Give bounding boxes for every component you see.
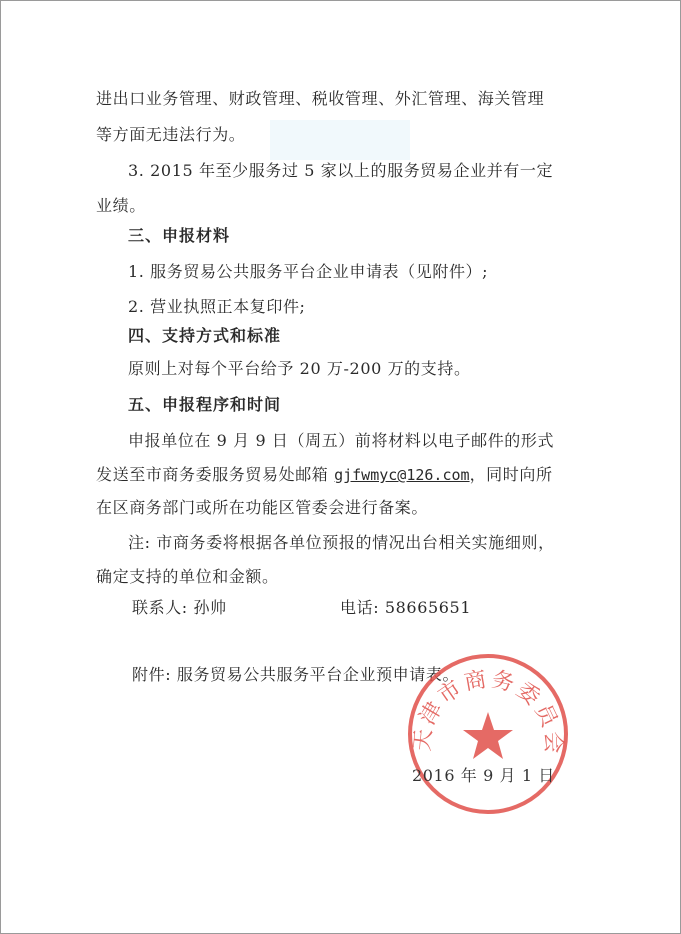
contact-person: 联系人: 孙帅: [132, 598, 227, 617]
body-line-2: 等方面无违法行为。: [96, 125, 246, 144]
section-heading-3: 三、申报材料: [128, 226, 231, 245]
body-line-3: 3. 2015 年至少服务过 5 家以上的服务贸易企业并有一定: [128, 161, 554, 180]
material-item-1: 1. 服务贸易公共服务平台企业申请表（见附件）;: [128, 262, 489, 281]
section-heading-5: 五、申报程序和时间: [128, 395, 282, 414]
support-standard-text: 原则上对每个平台给予 20 万-200 万的支持。: [128, 359, 471, 378]
note-line-2: 确定支持的单位和金额。: [96, 567, 279, 586]
attachment-note: 附件: 服务贸易公共服务平台企业预申请表。: [132, 665, 460, 684]
scan-artifact: [270, 120, 410, 160]
contact-phone: 电话: 58665651: [340, 598, 472, 617]
body-line-1: 进出口业务管理、财政管理、税收管理、外汇管理、海关管理: [96, 89, 545, 108]
email-link[interactable]: gjfwmyc@126.com: [334, 466, 470, 484]
material-item-2: 2. 营业执照正本复印件;: [128, 297, 306, 316]
section-heading-4: 四、支持方式和标准: [128, 326, 282, 345]
procedure-line-2: [96, 464, 553, 486]
procedure-line-2-suffix: ，同时向所: [469, 465, 553, 484]
document-date: 2016 年 9 月 1 日: [412, 766, 555, 785]
procedure-line-2-text: 发送至市商务委服务贸易处邮箱: [96, 465, 335, 484]
official-seal-icon: [404, 650, 572, 818]
note-line-1: 注: 市商务委将根据各单位预报的情况出台相关实施细则，: [128, 533, 555, 552]
svg-text:天津市商务委员会: 天津市商务委员会: [410, 666, 566, 757]
body-line-4: 业绩。: [96, 196, 146, 215]
procedure-line-3: 在区商务部门或所在功能区管委会进行备案。: [96, 498, 429, 517]
procedure-line-1: 申报单位在 9 月 9 日（周五）前将材料以电子邮件的形式: [128, 431, 555, 450]
